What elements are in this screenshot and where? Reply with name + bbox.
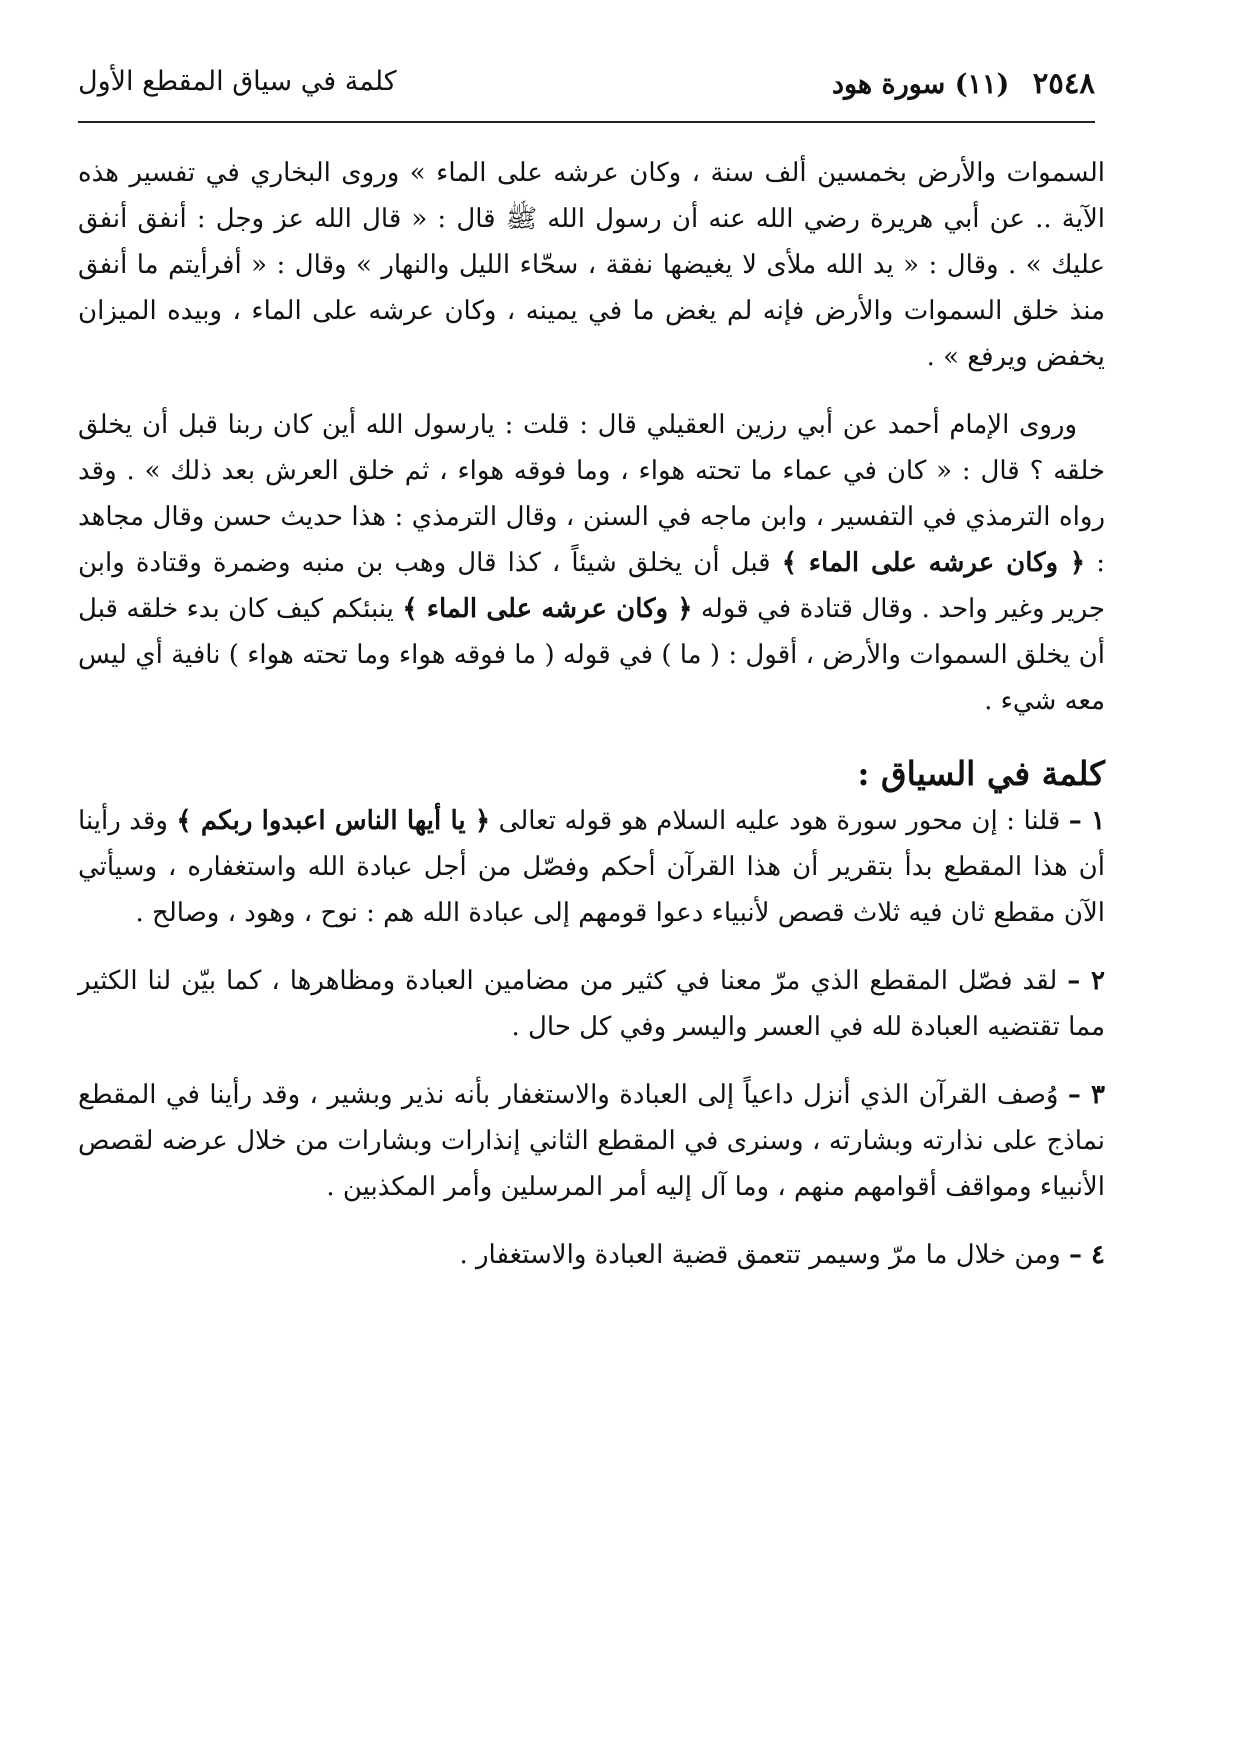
surah-title: (١١) سورة هود: [831, 69, 1010, 100]
header-right: [832, 66, 1095, 100]
item-number: ٣ –: [1067, 1080, 1105, 1110]
item-2-text: لقد فصّل المقطع الذي مرّ معنا في كثير من مضامين العبادة ومظاهرها ، كما بيّن لنا الكثير مما تقتضيه العبادة لله في العسر واليسر وفي كل حال .: [78, 966, 1105, 1042]
quran-quote-3: ﴿ يا أيها الناس اعبدوا ربكم ﴾: [176, 806, 491, 836]
item-number: ١ –: [1068, 806, 1106, 836]
page-number: ٢٥٤٨: [1032, 66, 1095, 100]
paragraph-2-part-c: قبل أن يخلق شيئاً ، كذا قال وهب بن منبه وضمرة وقتادة وابن جرير وغير واحد . وقال قتادة في قوله: [78, 548, 1105, 624]
item-number: ٤ –: [1068, 1240, 1105, 1270]
section-heading: كلمة في السياق :: [857, 754, 1105, 793]
page-body: [78, 150, 1105, 1300]
item-1-part-c: وقد رأينا أن هذا المقطع بدأ بتقرير أن هذا القرآن أحكم وفصّل من أجل عبادة الله واستغفاره ، وسيأتي الآن مقطع ثان فيه ثلاث قصص لأنبياء دعوا قومهم إلى عبادة الله هم : نوح ، وهود ، وصالح .: [78, 806, 1105, 928]
paragraph-2: [78, 402, 1105, 724]
list-item-1: [78, 798, 1105, 936]
item-3-text: وُصف القرآن الذي أنزل داعياً إلى العبادة والاستغفار بأنه نذير وبشير ، وقد رأينا في المقطع نماذج على نذارته وبشارته ، وسنرى في المقطع الثاني إنذارات وبشارات من خلال عرضه لقصص الأنبياء ومواقف أقوامهم منهم ، وما آل إليه أمر المرسلين وأمر المكذبين .: [78, 1080, 1105, 1202]
paragraph-2-part-a: وروى الإمام أحمد عن أبي رزين العقيلي قال : قلت : يارسول الله أين كان ربنا قبل أن يخلق خلقه ؟ قال : « كان في عماء ما تحته هواء ، وما فوقه هواء ، ثم خلق العرش بعد ذلك » . وقد رواه الترمذي في التفسير ، وابن ماجه في السنن ، وقال الترمذي : هذا حديث حسن وقال مجاهد :: [78, 410, 1106, 578]
list-item-4: [78, 1232, 1105, 1278]
page-header: [78, 60, 1095, 110]
list-item-2: [78, 958, 1105, 1050]
section-running-title: كلمة في سياق المقطع الأول: [78, 66, 397, 97]
item-1-part-a: قلنا : إن محور سورة هود عليه السلام هو قوله تعالى: [498, 806, 1061, 836]
header-divider: [78, 121, 1095, 123]
item-number: ٢ –: [1067, 966, 1105, 996]
paragraph-2-part-e: ينبئكم كيف كان بدء خلقه قبل أن يخلق السموات والأرض ، أقول : ( ما ) في قوله ( ما فوقه هواء وما تحته هواء ) نافية أي ليس معه شيء .: [78, 594, 1105, 716]
list-item-3: [78, 1072, 1105, 1210]
quran-quote-1: ﴿ وكان عرشه على الماء ﴾: [781, 548, 1086, 578]
item-4-text: ومن خلال ما مرّ وسيمر تتعمق قضية العبادة والاستغفار .: [459, 1240, 1061, 1270]
paragraph-1: السموات والأرض بخمسين ألف سنة ، وكان عرشه على الماء » وروى البخاري في تفسير هذه الآية .. عن أبي هريرة رضي الله عنه أن رسول الله ﷺ قال : « قال الله عز وجل : أنفق أنفق عليك » . وقال : « يد الله ملأى لا يغيضها نفقة ، سحّاء الليل والنهار » وقال : « أفرأيتم ما أنفق منذ خلق السموات والأرض فإنه لم يغض ما في يمينه ، وكان عرشه على الماء ، وبيده الميزان يخفض ويرفع » .: [78, 158, 1105, 372]
quran-quote-2: ﴿ وكان عرشه على الماء ﴾: [402, 594, 693, 624]
